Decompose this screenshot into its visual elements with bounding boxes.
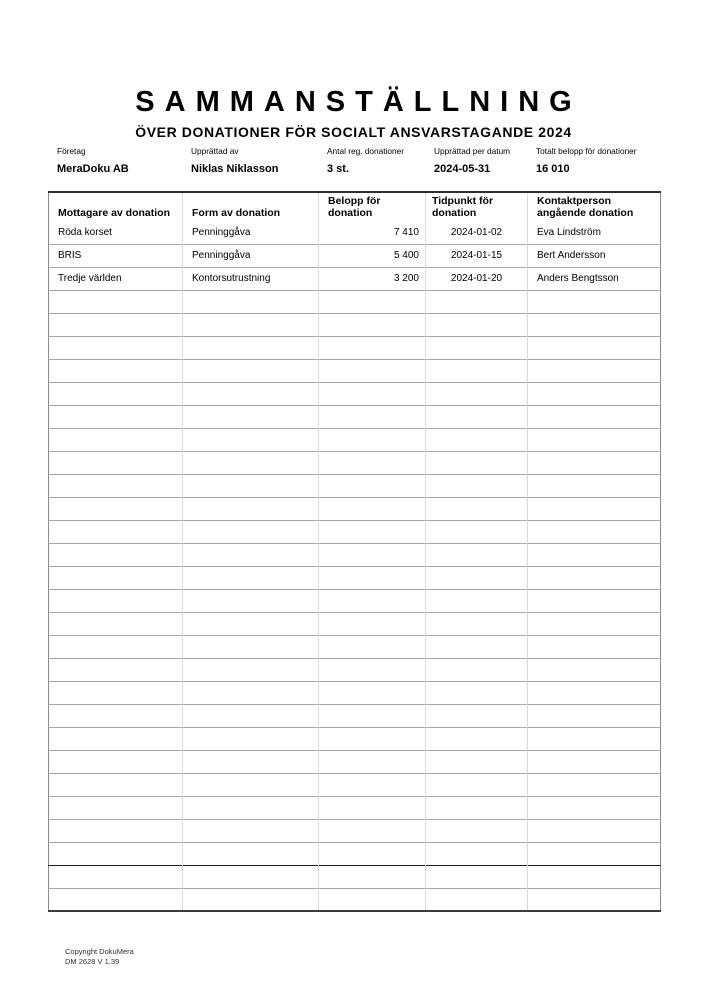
- empty-table-cell: [183, 474, 319, 497]
- info-field-company: [48, 146, 182, 175]
- empty-table-cell: [183, 612, 319, 635]
- empty-table-cell: [319, 704, 426, 727]
- empty-table-cell: [528, 474, 661, 497]
- empty-table-cell: [183, 336, 319, 359]
- table-cell: Eva Lindström: [528, 221, 661, 244]
- empty-table-cell: [183, 359, 319, 382]
- empty-table-cell: [319, 865, 426, 888]
- empty-table-cell: [49, 474, 183, 497]
- empty-table-cell: [49, 658, 183, 681]
- empty-table-cell: [426, 635, 528, 658]
- info-field-label: Upprättad per datum: [434, 146, 511, 156]
- empty-table-cell: [319, 428, 426, 451]
- empty-table-cell: [426, 405, 528, 428]
- empty-table-cell: [49, 589, 183, 612]
- empty-table-row: [49, 290, 661, 313]
- empty-table-cell: [183, 520, 319, 543]
- empty-table-cell: [319, 313, 426, 336]
- empty-table-cell: [426, 589, 528, 612]
- empty-table-cell: [528, 589, 661, 612]
- empty-table-cell: [183, 405, 319, 428]
- info-field-prepared-date: [425, 146, 527, 175]
- info-field-value: 2024-05-31: [434, 163, 491, 175]
- empty-table-row: [49, 612, 661, 635]
- empty-table-cell: [528, 336, 661, 359]
- table-cell: 2024-01-02: [426, 221, 528, 244]
- empty-table-cell: [319, 566, 426, 589]
- empty-table-cell: [49, 819, 183, 842]
- empty-table-cell: [319, 520, 426, 543]
- empty-table-cell: [49, 888, 183, 911]
- column-header: Tidpunkt för donation: [426, 192, 528, 221]
- empty-table-cell: [49, 865, 183, 888]
- column-header: Kontaktperson angående donation: [528, 192, 661, 221]
- empty-table-cell: [426, 290, 528, 313]
- info-field-value: Niklas Niklasson: [191, 163, 279, 175]
- empty-table-row: [49, 888, 661, 911]
- page-subtitle: ÖVER DONATIONER FÖR SOCIALT ANSVARSTAGANDE 2024: [135, 124, 572, 140]
- empty-table-cell: [183, 681, 319, 704]
- empty-table-cell: [183, 543, 319, 566]
- empty-table-row: [49, 336, 661, 359]
- empty-table-cell: [319, 359, 426, 382]
- empty-table-cell: [319, 612, 426, 635]
- empty-table-cell: [183, 796, 319, 819]
- table-cell: 2024-01-20: [426, 267, 528, 290]
- empty-table-cell: [319, 635, 426, 658]
- empty-table-row: [49, 497, 661, 520]
- empty-table-cell: [183, 888, 319, 911]
- empty-table-cell: [426, 819, 528, 842]
- empty-table-cell: [319, 658, 426, 681]
- empty-table-row: [49, 681, 661, 704]
- empty-table-cell: [426, 566, 528, 589]
- empty-table-cell: [183, 428, 319, 451]
- empty-table-row: [49, 451, 661, 474]
- empty-table-cell: [319, 796, 426, 819]
- table-row: [49, 221, 661, 244]
- empty-table-row: [49, 704, 661, 727]
- empty-table-cell: [49, 290, 183, 313]
- empty-table-cell: [49, 451, 183, 474]
- empty-table-cell: [528, 750, 661, 773]
- version-text: DM 2628 V 1.39: [65, 956, 120, 966]
- empty-table-row: [49, 819, 661, 842]
- empty-table-cell: [528, 888, 661, 911]
- empty-table-cell: [426, 865, 528, 888]
- empty-table-row: [49, 842, 661, 865]
- table-cell: 3 200: [319, 267, 426, 290]
- empty-table-cell: [528, 704, 661, 727]
- empty-table-cell: [528, 543, 661, 566]
- empty-table-cell: [528, 382, 661, 405]
- empty-table-cell: [319, 773, 426, 796]
- empty-table-row: [49, 359, 661, 382]
- empty-table-cell: [528, 359, 661, 382]
- empty-table-cell: [426, 428, 528, 451]
- empty-table-row: [49, 865, 661, 888]
- empty-table-cell: [49, 359, 183, 382]
- empty-table-cell: [183, 566, 319, 589]
- empty-table-cell: [49, 382, 183, 405]
- empty-table-cell: [183, 635, 319, 658]
- empty-table-cell: [426, 359, 528, 382]
- empty-table-cell: [319, 336, 426, 359]
- empty-table-cell: [183, 865, 319, 888]
- column-header: Belopp för donation: [319, 192, 426, 221]
- empty-table-cell: [528, 612, 661, 635]
- empty-table-cell: [49, 727, 183, 750]
- empty-table-cell: [183, 819, 319, 842]
- empty-table-cell: [528, 865, 661, 888]
- empty-table-cell: [49, 750, 183, 773]
- empty-table-cell: [183, 451, 319, 474]
- empty-table-cell: [319, 681, 426, 704]
- empty-table-cell: [319, 589, 426, 612]
- empty-table-cell: [49, 704, 183, 727]
- empty-table-cell: [49, 336, 183, 359]
- empty-table-cell: [528, 497, 661, 520]
- empty-table-cell: [49, 681, 183, 704]
- empty-table-cell: [528, 313, 661, 336]
- empty-table-cell: [183, 313, 319, 336]
- info-field-value: MeraDoku AB: [57, 163, 129, 175]
- info-fields: [48, 146, 660, 175]
- empty-table-cell: [426, 451, 528, 474]
- empty-table-cell: [49, 612, 183, 635]
- empty-table-cell: [426, 681, 528, 704]
- empty-table-row: [49, 520, 661, 543]
- table-header-row: [49, 192, 661, 221]
- empty-table-cell: [183, 750, 319, 773]
- empty-table-cell: [49, 405, 183, 428]
- table-cell: 2024-01-15: [426, 244, 528, 267]
- table-cell: Anders Bengtsson: [528, 267, 661, 290]
- column-header: Mottagare av donation: [58, 207, 171, 219]
- empty-table-cell: [426, 497, 528, 520]
- table-cell: Röda korset: [58, 226, 112, 238]
- empty-table-cell: [426, 842, 528, 865]
- empty-table-cell: [49, 773, 183, 796]
- empty-table-cell: [426, 520, 528, 543]
- empty-table-cell: [319, 405, 426, 428]
- empty-table-cell: [183, 727, 319, 750]
- empty-table-cell: [183, 589, 319, 612]
- table-cell: Penninggåva: [183, 221, 319, 244]
- copyright-text: Copyright DokuMera: [65, 947, 134, 956]
- info-field-label: Totalt belopp för donationer: [536, 146, 637, 156]
- info-field-label: Företag: [57, 146, 86, 156]
- empty-table-row: [49, 589, 661, 612]
- empty-table-row: [49, 405, 661, 428]
- empty-table-cell: [528, 566, 661, 589]
- empty-table-cell: [49, 313, 183, 336]
- info-field-value: 3 st.: [327, 163, 350, 175]
- empty-table-cell: [49, 842, 183, 865]
- empty-table-row: [49, 796, 661, 819]
- empty-table-row: [49, 727, 661, 750]
- empty-table-row: [49, 750, 661, 773]
- empty-table-cell: [319, 750, 426, 773]
- table-cell: Penninggåva: [183, 244, 319, 267]
- empty-table-cell: [426, 382, 528, 405]
- info-field-label: Upprättad av: [191, 146, 239, 156]
- page-title: SAMMANSTÄLLNING: [135, 86, 582, 118]
- table-cell: Kontorsutrustning: [183, 267, 319, 290]
- empty-table-cell: [426, 543, 528, 566]
- empty-table-cell: [319, 290, 426, 313]
- empty-table-cell: [319, 888, 426, 911]
- empty-table-cell: [49, 796, 183, 819]
- info-field-donation-count: [318, 146, 425, 175]
- empty-table-cell: [528, 290, 661, 313]
- empty-table-cell: [528, 773, 661, 796]
- empty-table-cell: [528, 428, 661, 451]
- empty-table-cell: [183, 290, 319, 313]
- info-field-value: 16 010: [536, 163, 570, 175]
- empty-table-row: [49, 566, 661, 589]
- empty-table-cell: [49, 635, 183, 658]
- empty-table-cell: [319, 727, 426, 750]
- column-header: Form av donation: [183, 192, 319, 221]
- empty-table-row: [49, 313, 661, 336]
- empty-table-cell: [426, 750, 528, 773]
- empty-table-cell: [426, 658, 528, 681]
- empty-table-cell: [49, 520, 183, 543]
- empty-table-cell: [319, 474, 426, 497]
- empty-table-cell: [183, 842, 319, 865]
- empty-table-cell: [426, 796, 528, 819]
- empty-table-cell: [49, 428, 183, 451]
- info-field-prepared-by: [182, 146, 318, 175]
- empty-table-cell: [528, 819, 661, 842]
- empty-table-cell: [528, 405, 661, 428]
- info-field-label: Antal reg. donationer: [327, 146, 405, 156]
- empty-table-cell: [528, 727, 661, 750]
- empty-table-cell: [183, 773, 319, 796]
- empty-table-cell: [426, 612, 528, 635]
- empty-table-cell: [49, 497, 183, 520]
- empty-table-cell: [319, 819, 426, 842]
- empty-table-cell: [426, 773, 528, 796]
- empty-table-cell: [49, 543, 183, 566]
- table-cell: 7 410: [319, 221, 426, 244]
- table-row: [49, 244, 661, 267]
- empty-table-cell: [528, 681, 661, 704]
- empty-table-cell: [426, 474, 528, 497]
- empty-table-cell: [319, 543, 426, 566]
- empty-table-row: [49, 773, 661, 796]
- donations-table: [48, 191, 661, 912]
- empty-table-cell: [528, 842, 661, 865]
- table-cell: Tredje världen: [49, 267, 183, 290]
- empty-table-cell: [528, 520, 661, 543]
- empty-table-row: [49, 658, 661, 681]
- table-row: [49, 267, 661, 290]
- empty-table-cell: [426, 704, 528, 727]
- empty-table-cell: [183, 704, 319, 727]
- empty-table-row: [49, 382, 661, 405]
- empty-table-cell: [183, 382, 319, 405]
- empty-table-row: [49, 474, 661, 497]
- empty-table-cell: [319, 842, 426, 865]
- empty-table-cell: [49, 566, 183, 589]
- empty-table-cell: [183, 497, 319, 520]
- table-cell: Bert Andersson: [528, 244, 661, 267]
- empty-table-cell: [319, 451, 426, 474]
- table-cell: 5 400: [319, 244, 426, 267]
- document-footer: [65, 947, 134, 966]
- empty-table-cell: [528, 796, 661, 819]
- empty-table-row: [49, 428, 661, 451]
- info-field-total-amount: [527, 146, 660, 175]
- empty-table-row: [49, 543, 661, 566]
- empty-table-cell: [319, 382, 426, 405]
- empty-table-cell: [426, 727, 528, 750]
- empty-table-cell: [319, 497, 426, 520]
- empty-table-cell: [528, 451, 661, 474]
- empty-table-cell: [183, 658, 319, 681]
- empty-table-cell: [426, 888, 528, 911]
- empty-table-row: [49, 635, 661, 658]
- table-cell: BRIS: [49, 244, 183, 267]
- empty-table-cell: [426, 313, 528, 336]
- empty-table-cell: [426, 336, 528, 359]
- empty-table-cell: [528, 635, 661, 658]
- empty-table-cell: [528, 658, 661, 681]
